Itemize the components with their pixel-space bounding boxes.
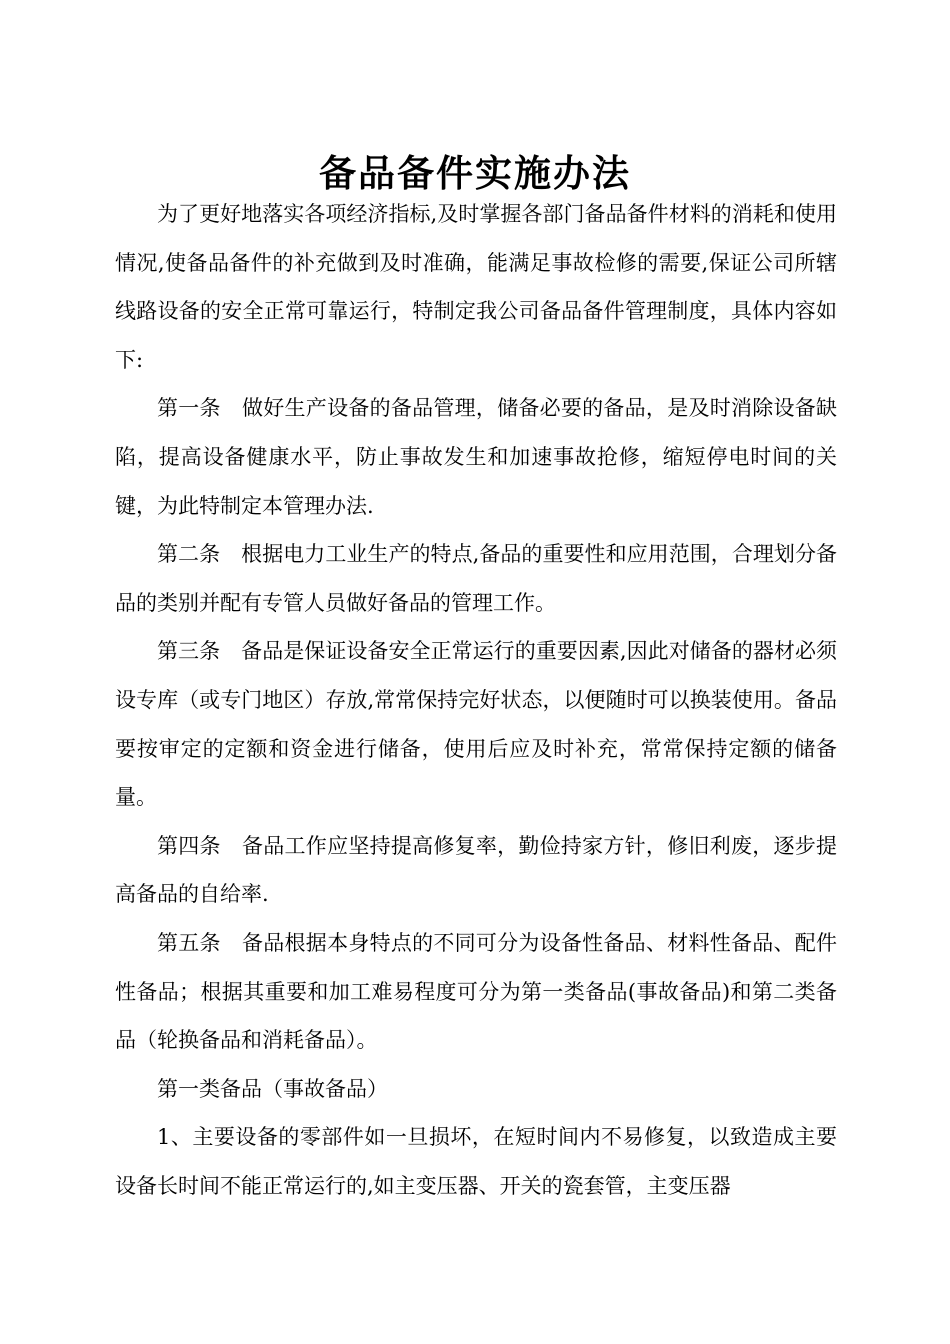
document-body xyxy=(115,190,837,1210)
item-1-paragraph: 1、主要设备的零部件如一旦损坏，在短时间内不易修复，以致造成主要设备长时间不能正常运行的,如主变压器、开关的瓷套管，主变压器 xyxy=(115,1125,837,1198)
article-5-paragraph: 第五条 备品根据本身特点的不同可分为设备性备品、材料性备品、配件性备品；根据其重要和加工难易程度可分为第一类备品(事故备品)和第二类备品（轮换备品和消耗备品）。 xyxy=(115,930,837,1053)
article-4-paragraph: 第四条 备品工作应坚持提高修复率，勤俭持家方针，修旧利废，逐步提高备品的自给率. xyxy=(115,833,837,907)
article-1-paragraph: 第一条 做好生产设备的备品管理，储备必要的备品，是及时消除设备缺陷，提高设备健康水平，防止事故发生和加速事故抢修，缩短停电时间的关键，为此特制定本管理办法. xyxy=(115,396,837,518)
article-3-paragraph: 第三条 备品是保证设备安全正常运行的重要因素,因此对储备的器材必须设专库（或专门地区）存放,常常保持完好状态，以便随时可以换装使用。备品要按审定的定额和资金进行储备，使用后应及时补充，常常保持定额的储备量。 xyxy=(115,639,837,810)
intro-paragraph: 为了更好地落实各项经济指标,及时掌握各部门备品备件材料的消耗和使用情况,使备品备件的补充做到及时准确，能满足事故检修的需要,保证公司所辖线路设备的安全正常可靠运行，特制定我公司备品备件管理制度，具体内容如下: xyxy=(115,202,837,372)
category-heading: 第一类备品（事故备品） xyxy=(157,1076,388,1101)
article-2-paragraph: 第二条 根据电力工业生产的特点,备品的重要性和应用范围，合理划分备品的类别并配有专管人员做好备品的管理工作。 xyxy=(115,542,837,615)
document-title: 备品备件实施办法 xyxy=(319,151,631,195)
